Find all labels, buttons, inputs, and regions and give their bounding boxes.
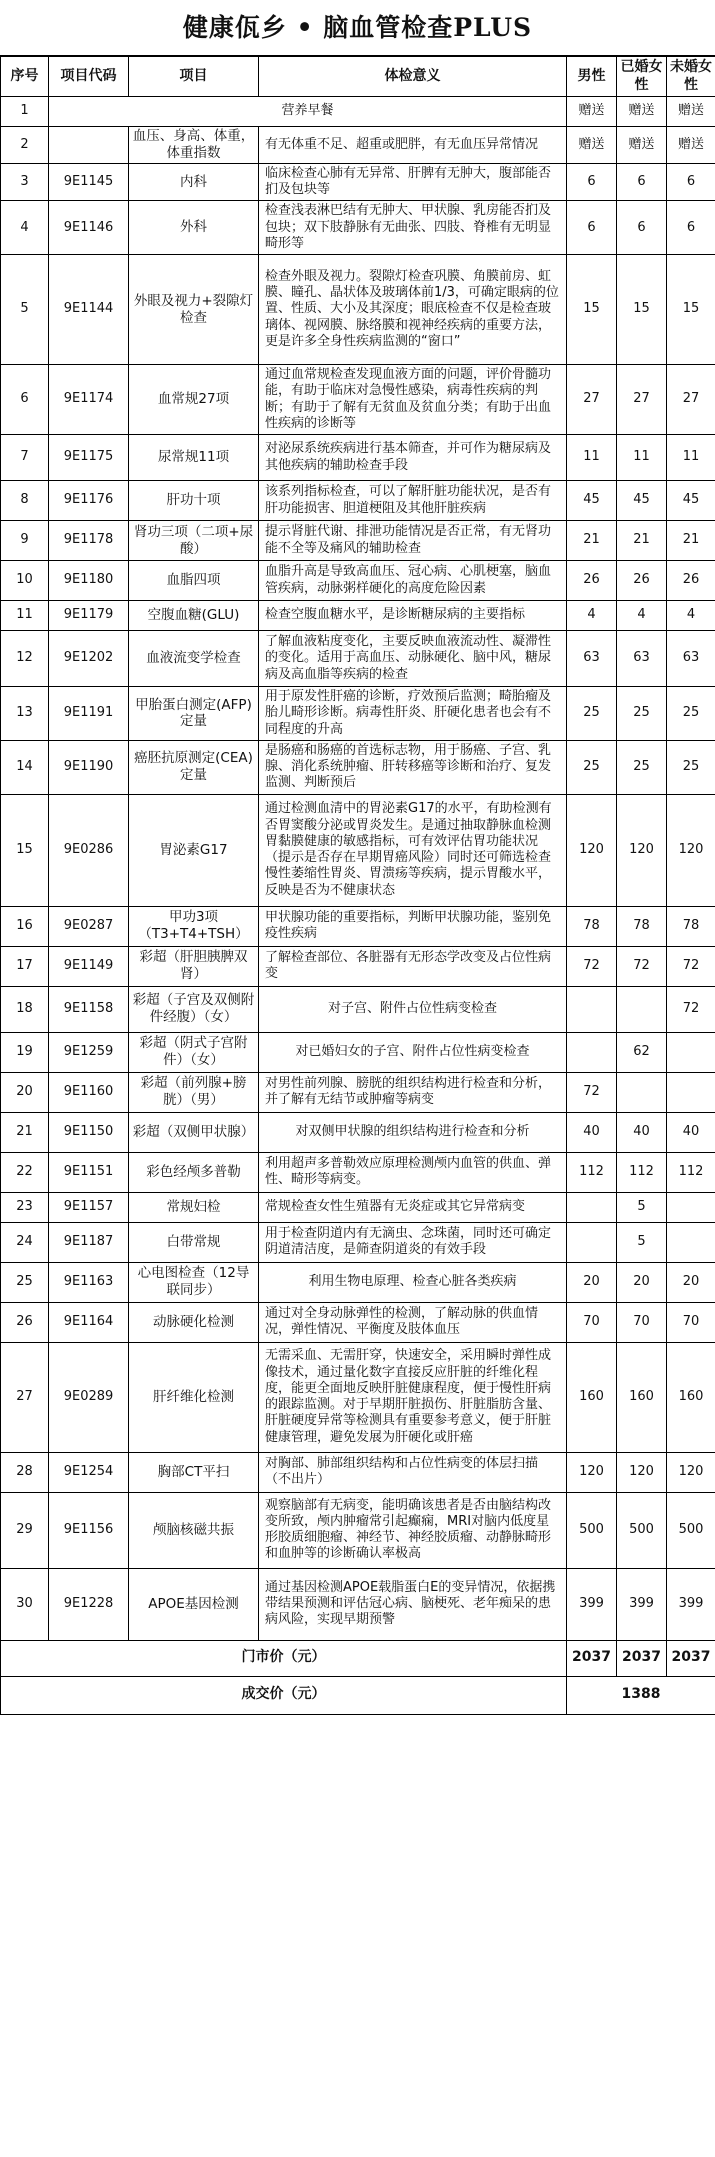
row-meaning: 通过基因检测APOE载脂蛋白E的变异情况，依据携带结果预测和评估冠心病、脑梗死、老年痴呆的患病风险，实现早期预警 <box>259 1568 567 1640</box>
table-row <box>1 1152 715 1192</box>
table-row <box>1 1112 715 1152</box>
row-price-married-female: 25 <box>617 740 667 794</box>
row-number: 7 <box>1 435 49 481</box>
table-row <box>1 201 715 255</box>
row-price-male: 6 <box>567 201 617 255</box>
table-row <box>1 1072 715 1112</box>
row-number: 18 <box>1 986 49 1032</box>
table-row <box>1 906 715 946</box>
market-price-married-female: 2037 <box>617 1640 667 1676</box>
header-unmarried-female: 未婚女性 <box>667 57 715 97</box>
row-item: 肝纤维化检测 <box>129 1342 259 1452</box>
row-code: 9E1190 <box>49 740 129 794</box>
row-price-unmarried-female: 72 <box>667 946 715 986</box>
row-meaning: 检查空腹血糖水平，是诊断糖尿病的主要指标 <box>259 601 567 631</box>
row-price-male: 72 <box>567 1072 617 1112</box>
row-code: 9E1191 <box>49 687 129 741</box>
row-number: 21 <box>1 1112 49 1152</box>
row-price-unmarried-female: 120 <box>667 794 715 906</box>
row-item: 彩超（双侧甲状腺） <box>129 1112 259 1152</box>
row-price-male: 6 <box>567 163 617 201</box>
row-price-married-female: 4 <box>617 601 667 631</box>
row-price-unmarried-female: 25 <box>667 687 715 741</box>
row-meaning: 利用生物电原理、检查心脏各类疾病 <box>259 1262 567 1302</box>
row-meaning: 对已婚妇女的子宫、附件占位性病变检查 <box>259 1032 567 1072</box>
row-price-unmarried-female: 120 <box>667 1452 715 1492</box>
row-price-male: 112 <box>567 1152 617 1192</box>
row-number: 9 <box>1 521 49 561</box>
row-price-unmarried-female: 21 <box>667 521 715 561</box>
row-meaning: 无需采血、无需肝穿，快速安全，采用瞬时弹性成像技术，通过量化数字直接反应肝脏的纤维化程度，能更全面地反映肝脏健康程度，便于慢性肝病的跟踪监测。对于早期肝脏损伤、肝脏脂肪含量、肝脏硬度异常等检测具有重要参考意义，便于肝脏健康管理，避免发展为肝硬化或肝癌 <box>259 1342 567 1452</box>
row-price-male: 赠送 <box>567 127 617 164</box>
row-number: 6 <box>1 365 49 435</box>
row-item: 彩超（肝胆胰脾双肾） <box>129 946 259 986</box>
row-price-married-female: 112 <box>617 1152 667 1192</box>
row-price-unmarried-female: 500 <box>667 1492 715 1568</box>
table-row <box>1 1262 715 1302</box>
row-price-unmarried-female <box>667 1192 715 1222</box>
table-row <box>1 1492 715 1568</box>
header-item: 项目 <box>129 57 259 97</box>
row-price-married-female: 63 <box>617 631 667 687</box>
row-price-unmarried-female: 63 <box>667 631 715 687</box>
table-row <box>1 521 715 561</box>
row-price-married-female: 21 <box>617 521 667 561</box>
row-meaning: 检查外眼及视力。裂隙灯检查巩膜、角膜前房、虹膜、瞳孔、晶状体及玻璃体前1/3，可确定眼病的位置、性质、大小及其深度；眼底检查不仅是检查玻璃体、视网膜、脉络膜和视神经疾病的重要方法，更是许多全身性疾病监测的“窗口” <box>259 255 567 365</box>
row-code: 9E1150 <box>49 1112 129 1152</box>
row-price-male <box>567 1192 617 1222</box>
row-item: 血常规27项 <box>129 365 259 435</box>
row-meaning: 对男性前列腺、膀胱的组织结构进行检查和分析，并了解有无结节或肿瘤等病变 <box>259 1072 567 1112</box>
row-price-unmarried-female: 15 <box>667 255 715 365</box>
row-price-male <box>567 1222 617 1262</box>
row-price-male: 160 <box>567 1342 617 1452</box>
row-price-unmarried-female: 20 <box>667 1262 715 1302</box>
row-meaning: 营养早餐 <box>49 97 567 127</box>
row-item: 动脉硬化检测 <box>129 1302 259 1342</box>
row-code: 9E0289 <box>49 1342 129 1452</box>
row-item: 常规妇检 <box>129 1192 259 1222</box>
header-meaning: 体检意义 <box>259 57 567 97</box>
row-item: 肝功十项 <box>129 481 259 521</box>
row-number: 19 <box>1 1032 49 1072</box>
row-item: 白带常规 <box>129 1222 259 1262</box>
table-row <box>1 687 715 741</box>
row-item: 甲胎蛋白测定(AFP)定量 <box>129 687 259 741</box>
row-price-male: 赠送 <box>567 97 617 127</box>
header-no: 序号 <box>1 57 49 97</box>
row-code: 9E0286 <box>49 794 129 906</box>
market-price-male: 2037 <box>567 1640 617 1676</box>
row-meaning: 用于检查阴道内有无滴虫、念珠菌，同时还可确定阴道清洁度，是筛查阴道炎的有效手段 <box>259 1222 567 1262</box>
row-price-married-female: 赠送 <box>617 97 667 127</box>
row-meaning: 对双侧甲状腺的组织结构进行检查和分析 <box>259 1112 567 1152</box>
row-price-married-female: 40 <box>617 1112 667 1152</box>
row-price-married-female <box>617 986 667 1032</box>
row-price-married-female: 70 <box>617 1302 667 1342</box>
row-price-married-female: 26 <box>617 561 667 601</box>
row-price-male: 72 <box>567 946 617 986</box>
row-number: 13 <box>1 687 49 741</box>
row-price-married-female: 15 <box>617 255 667 365</box>
row-number: 8 <box>1 481 49 521</box>
row-price-married-female: 20 <box>617 1262 667 1302</box>
row-meaning: 甲状腺功能的重要指标，判断甲状腺功能，鉴别免疫性疾病 <box>259 906 567 946</box>
row-price-male: 120 <box>567 1452 617 1492</box>
row-number: 25 <box>1 1262 49 1302</box>
row-price-married-female: 78 <box>617 906 667 946</box>
row-meaning: 常规检查女性生殖器有无炎症或其它异常病变 <box>259 1192 567 1222</box>
table-row <box>1 601 715 631</box>
row-code: 9E1163 <box>49 1262 129 1302</box>
deal-price-value: 1388 <box>567 1676 715 1714</box>
row-price-male: 399 <box>567 1568 617 1640</box>
row-price-male: 4 <box>567 601 617 631</box>
row-number: 15 <box>1 794 49 906</box>
table-row <box>1 1222 715 1262</box>
row-price-married-female: 5 <box>617 1222 667 1262</box>
row-price-unmarried-female: 70 <box>667 1302 715 1342</box>
row-price-unmarried-female: 赠送 <box>667 97 715 127</box>
table-row <box>1 631 715 687</box>
row-item: 彩超（阴式子宫附件）（女） <box>129 1032 259 1072</box>
row-number: 4 <box>1 201 49 255</box>
row-item: 心电图检查（12导联同步） <box>129 1262 259 1302</box>
row-price-unmarried-female: 4 <box>667 601 715 631</box>
row-meaning: 利用超声多普勒效应原理检测颅内血管的供血、弹性、畸形等病变。 <box>259 1152 567 1192</box>
row-number: 22 <box>1 1152 49 1192</box>
row-meaning: 有无体重不足、超重或肥胖，有无血压异常情况 <box>259 127 567 164</box>
row-code: 9E1259 <box>49 1032 129 1072</box>
exam-table-body <box>1 97 715 1641</box>
row-meaning: 通过血常规检查发现血液方面的问题，评价骨髓功能，有助于临床对急慢性感染，病毒性疾病的判断；有助于了解有无贫血及贫血分类；有助于出血性疾病的诊断等 <box>259 365 567 435</box>
row-meaning: 了解检查部位、各脏器有无形态学改变及占位性病变 <box>259 946 567 986</box>
table-row <box>1 1342 715 1452</box>
row-meaning: 对子宫、附件占位性病变检查 <box>259 986 567 1032</box>
table-row <box>1 435 715 481</box>
header-code: 项目代码 <box>49 57 129 97</box>
header-male: 男性 <box>567 57 617 97</box>
row-price-male: 15 <box>567 255 617 365</box>
row-item: 尿常规11项 <box>129 435 259 481</box>
row-price-married-female: 27 <box>617 365 667 435</box>
row-price-married-female: 160 <box>617 1342 667 1452</box>
row-price-unmarried-female: 160 <box>667 1342 715 1452</box>
table-row <box>1 163 715 201</box>
row-meaning: 是肠癌和肠癌的首选标志物，用于肠癌、子宫、乳腺、消化系统肿瘤、肝转移癌等诊断和治疗、复发监测、判断预后 <box>259 740 567 794</box>
row-item: 颅脑核磁共振 <box>129 1492 259 1568</box>
row-code: 9E1202 <box>49 631 129 687</box>
row-price-married-female: 5 <box>617 1192 667 1222</box>
row-price-unmarried-female: 6 <box>667 201 715 255</box>
row-number: 29 <box>1 1492 49 1568</box>
row-price-unmarried-female: 112 <box>667 1152 715 1192</box>
row-item: 彩色经颅多普勒 <box>129 1152 259 1192</box>
table-row <box>1 740 715 794</box>
row-code: 9E1180 <box>49 561 129 601</box>
row-price-male: 63 <box>567 631 617 687</box>
row-meaning: 该系列指标检查，可以了解肝脏功能状况，是否有肝功能损害、胆道梗阻及其他肝脏疾病 <box>259 481 567 521</box>
row-price-married-female: 120 <box>617 1452 667 1492</box>
row-price-married-female: 赠送 <box>617 127 667 164</box>
table-row <box>1 1032 715 1072</box>
table-row <box>1 127 715 164</box>
row-code: 9E1179 <box>49 601 129 631</box>
header-married-female: 已婚女性 <box>617 57 667 97</box>
row-price-unmarried-female <box>667 1032 715 1072</box>
row-number: 20 <box>1 1072 49 1112</box>
row-price-unmarried-female <box>667 1072 715 1112</box>
row-meaning: 血脂升高是导致高血压、冠心病、心肌梗塞，脑血管疾病，动脉粥样硬化的高度危险因素 <box>259 561 567 601</box>
row-item: 彩超（前列腺+膀胱）（男） <box>129 1072 259 1112</box>
row-code: 9E1175 <box>49 435 129 481</box>
row-price-unmarried-female: 赠送 <box>667 127 715 164</box>
table-row <box>1 1302 715 1342</box>
table-row <box>1 1568 715 1640</box>
row-number: 14 <box>1 740 49 794</box>
row-price-male: 11 <box>567 435 617 481</box>
table-row <box>1 481 715 521</box>
row-price-unmarried-female: 399 <box>667 1568 715 1640</box>
table-row <box>1 1192 715 1222</box>
row-price-male: 40 <box>567 1112 617 1152</box>
row-price-male: 45 <box>567 481 617 521</box>
row-number: 28 <box>1 1452 49 1492</box>
market-price-row <box>1 1640 715 1676</box>
row-number: 16 <box>1 906 49 946</box>
row-meaning: 了解血液粘度变化，主要反映血液流动性、凝滞性的变化。适用于高血压、动脉硬化、脑中风，糖尿病及高血脂等疾病的检查 <box>259 631 567 687</box>
row-price-male: 26 <box>567 561 617 601</box>
row-price-married-female: 45 <box>617 481 667 521</box>
table-row <box>1 946 715 986</box>
row-price-married-female: 11 <box>617 435 667 481</box>
row-number: 2 <box>1 127 49 164</box>
row-price-male: 25 <box>567 740 617 794</box>
row-code: 9E1176 <box>49 481 129 521</box>
row-price-unmarried-female: 6 <box>667 163 715 201</box>
row-price-unmarried-female: 27 <box>667 365 715 435</box>
row-price-unmarried-female <box>667 1222 715 1262</box>
row-code: 9E1146 <box>49 201 129 255</box>
row-price-married-female: 399 <box>617 1568 667 1640</box>
row-price-male: 78 <box>567 906 617 946</box>
row-code: 9E1254 <box>49 1452 129 1492</box>
row-meaning: 通过检测血清中的胃泌素G17的水平，有助检测有否胃窦酸分泌或胃炎发生。是通过抽取静脉血检测胃黏膜健康的敏感指标，可有效评估胃功能状况（提示是否存在早期胃癌风险）同时还可筛选检查慢性萎缩性胃炎、胃溃疡等疾病，提示胃酸水平，反映是否为不健康状态 <box>259 794 567 906</box>
row-number: 30 <box>1 1568 49 1640</box>
row-item: 外科 <box>129 201 259 255</box>
row-price-unmarried-female: 26 <box>667 561 715 601</box>
row-code: 9E1157 <box>49 1192 129 1222</box>
row-item: APOE基因检测 <box>129 1568 259 1640</box>
row-price-unmarried-female: 45 <box>667 481 715 521</box>
row-item: 甲功3项（T3+T4+TSH） <box>129 906 259 946</box>
row-meaning: 临床检查心肺有无异常、肝脾有无肿大，腹部能否扪及包块等 <box>259 163 567 201</box>
row-price-male: 500 <box>567 1492 617 1568</box>
row-price-male <box>567 986 617 1032</box>
row-number: 11 <box>1 601 49 631</box>
table-row <box>1 365 715 435</box>
row-number: 1 <box>1 97 49 127</box>
exam-table <box>0 56 715 1715</box>
row-item: 肾功三项（二项+尿酸） <box>129 521 259 561</box>
row-number: 24 <box>1 1222 49 1262</box>
row-item: 血脂四项 <box>129 561 259 601</box>
row-number: 26 <box>1 1302 49 1342</box>
row-price-unmarried-female: 11 <box>667 435 715 481</box>
row-meaning: 提示肾脏代谢、排泄功能情况是否正常，有无肾功能不全等及痛风的辅助检查 <box>259 521 567 561</box>
deal-price-row <box>1 1676 715 1714</box>
row-code: 9E0287 <box>49 906 129 946</box>
row-code: 9E1145 <box>49 163 129 201</box>
row-item: 胸部CT平扫 <box>129 1452 259 1492</box>
row-number: 27 <box>1 1342 49 1452</box>
row-item: 癌胚抗原测定(CEA)定量 <box>129 740 259 794</box>
row-number: 3 <box>1 163 49 201</box>
row-price-married-female <box>617 1072 667 1112</box>
row-code: 9E1149 <box>49 946 129 986</box>
row-code: 9E1144 <box>49 255 129 365</box>
page-title: 健康佤乡 • 脑血管检查PLUS <box>0 0 715 56</box>
market-price-unmarried-female: 2037 <box>667 1640 715 1676</box>
row-item: 血液流变学检查 <box>129 631 259 687</box>
row-meaning: 通过对全身动脉弹性的检测，了解动脉的供血情况，弹性情况、平衡度及肢体血压 <box>259 1302 567 1342</box>
row-item: 血压、身高、体重，体重指数 <box>129 127 259 164</box>
row-price-male: 70 <box>567 1302 617 1342</box>
row-meaning: 用于原发性肝癌的诊断，疗效预后监测；畸胎瘤及胎儿畸形诊断。病毒性肝炎、肝硬化患者也会有不同程度的升高 <box>259 687 567 741</box>
table-row <box>1 794 715 906</box>
row-item: 胃泌素G17 <box>129 794 259 906</box>
row-meaning: 对胸部、肺部组织结构和占位性病变的体层扫描（不出片） <box>259 1452 567 1492</box>
market-price-label: 门市价（元） <box>1 1640 567 1676</box>
row-item: 外眼及视力+裂隙灯检查 <box>129 255 259 365</box>
row-price-married-female: 6 <box>617 163 667 201</box>
deal-price-label: 成交价（元） <box>1 1676 567 1714</box>
row-meaning: 对泌尿系统疾病进行基本筛查，并可作为糖尿病及其他疾病的辅助检查手段 <box>259 435 567 481</box>
row-price-unmarried-female: 40 <box>667 1112 715 1152</box>
row-price-male: 27 <box>567 365 617 435</box>
row-code: 9E1156 <box>49 1492 129 1568</box>
row-price-unmarried-female: 25 <box>667 740 715 794</box>
row-number: 12 <box>1 631 49 687</box>
row-price-unmarried-female: 72 <box>667 986 715 1032</box>
row-code: 9E1151 <box>49 1152 129 1192</box>
row-price-married-female: 25 <box>617 687 667 741</box>
table-row <box>1 986 715 1032</box>
row-price-male: 25 <box>567 687 617 741</box>
row-price-married-female: 500 <box>617 1492 667 1568</box>
table-row <box>1 561 715 601</box>
row-code: 9E1158 <box>49 986 129 1032</box>
row-price-male <box>567 1032 617 1072</box>
row-price-unmarried-female: 78 <box>667 906 715 946</box>
row-code: 9E1228 <box>49 1568 129 1640</box>
row-number: 5 <box>1 255 49 365</box>
row-code: 9E1187 <box>49 1222 129 1262</box>
row-price-married-female: 6 <box>617 201 667 255</box>
row-price-married-female: 72 <box>617 946 667 986</box>
table-row <box>1 1452 715 1492</box>
row-meaning: 检查浅表淋巴结有无肿大、甲状腺、乳房能否扪及包块；双下肢静脉有无曲张、四肢、脊椎有无明显畸形等 <box>259 201 567 255</box>
row-code: 9E1164 <box>49 1302 129 1342</box>
row-price-male: 20 <box>567 1262 617 1302</box>
row-item: 彩超（子宫及双侧附件经腹）（女） <box>129 986 259 1032</box>
row-price-male: 21 <box>567 521 617 561</box>
row-code: 9E1160 <box>49 1072 129 1112</box>
row-code <box>49 127 129 164</box>
table-row <box>1 255 715 365</box>
row-meaning: 观察脑部有无病变，能明确该患者是否由脑结构改变所致，颅内肿瘤常引起癫痫，MRI对脑内低度星形胶质细胞瘤、神经节、神经胶质瘤、动静脉畸形和血肿等的诊断确认率极高 <box>259 1492 567 1568</box>
row-number: 10 <box>1 561 49 601</box>
row-item: 内科 <box>129 163 259 201</box>
row-price-male: 120 <box>567 794 617 906</box>
row-item: 空腹血糖(GLU) <box>129 601 259 631</box>
header-row <box>1 57 715 97</box>
row-number: 23 <box>1 1192 49 1222</box>
row-number: 17 <box>1 946 49 986</box>
row-code: 9E1174 <box>49 365 129 435</box>
row-price-married-female: 120 <box>617 794 667 906</box>
row-code: 9E1178 <box>49 521 129 561</box>
table-row <box>1 97 715 127</box>
row-price-married-female: 62 <box>617 1032 667 1072</box>
